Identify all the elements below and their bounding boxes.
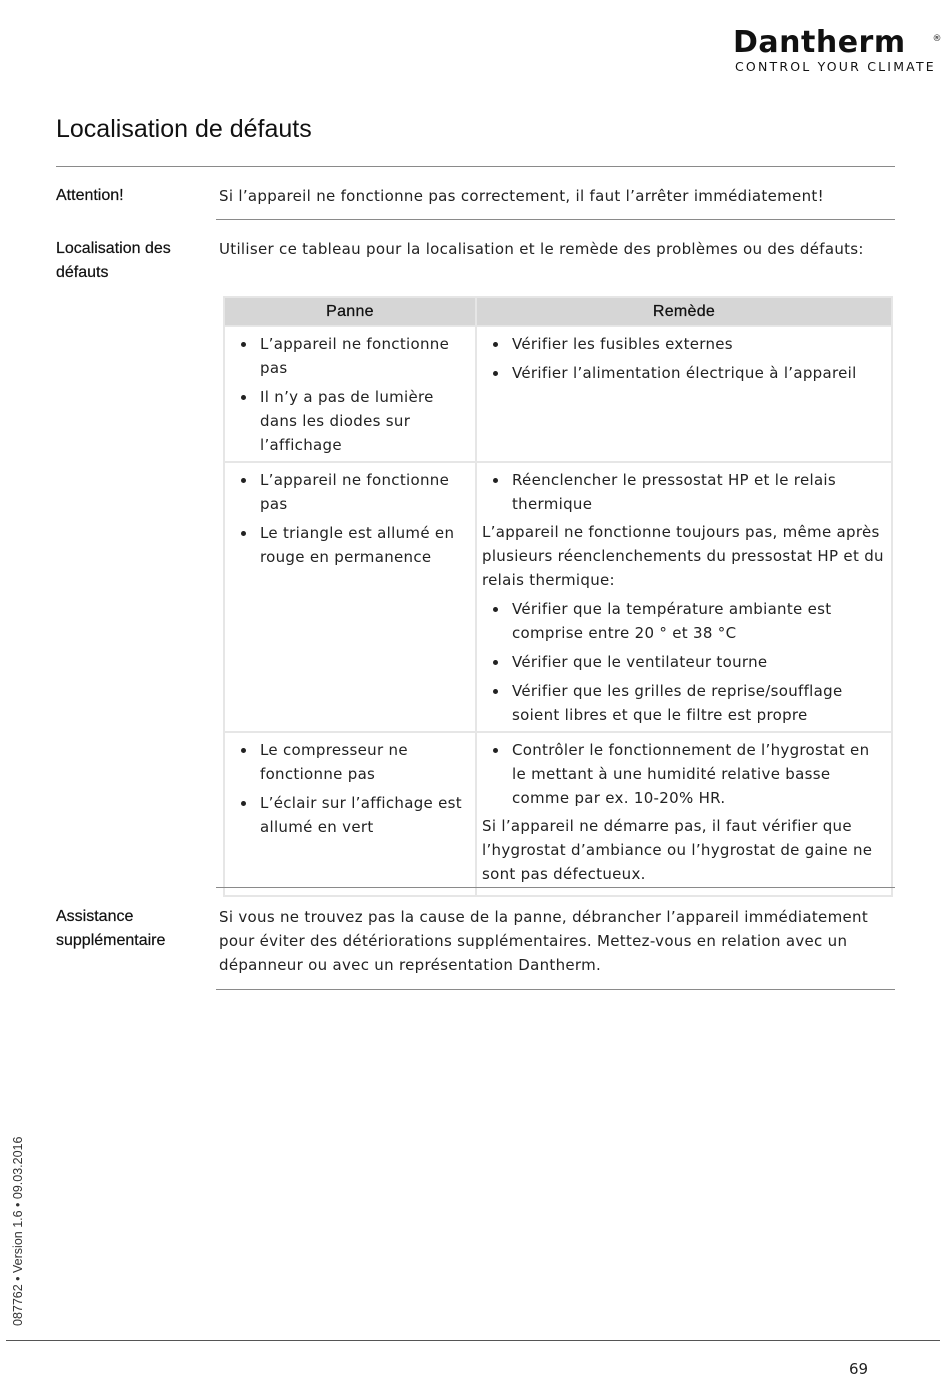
bullet-icon [241,801,246,806]
panne-list [230,468,471,569]
attention-label: Attention! [56,187,124,204]
page-number: 69 [849,1360,869,1378]
panne-cell [224,326,476,462]
assistance-label-line1: Assistance [56,908,134,925]
list-item: Réenclencher le pressostat HP et le relais thermique [482,468,887,516]
table-header-row [224,297,892,326]
assistance-label-line2: supplémentaire [56,932,166,949]
remede-paragraph: L’appareil ne fonctionne toujours pas, même après plusieurs réenclenchements du pressostat HP et du relais thermique: [482,523,884,589]
panne-list [230,738,471,839]
table-row [224,462,892,732]
list-item: L’appareil ne fonctionne pas [230,468,471,516]
registered-mark: ® [932,34,942,44]
column-header-remede: Remède [476,297,892,326]
bullet-icon [493,689,498,694]
remede-paragraph: Si l’appareil ne démarre pas, il faut vérifier que l’hygrostat d’ambiance ou l’hygrostat de gaine ne sont pas défectueux. [482,817,873,883]
remede-list-after [482,597,887,727]
localisation-label-line1: Localisation des [56,240,171,257]
remede-list [482,332,887,385]
divider-top [56,166,895,167]
brand-tagline: CONTROL YOUR CLIMATE [735,59,936,74]
list-item: L’appareil ne fonctionne pas [230,332,471,380]
troubleshooting-table [223,296,893,897]
bullet-icon [493,342,498,347]
panne-cell [224,462,476,732]
table-row [224,732,892,896]
column-header-panne: Panne [224,297,476,326]
remede-cell [476,462,892,732]
bullet-icon [493,371,498,376]
attention-text: Si l’appareil ne fonctionne pas correctement, il faut l’arrêter immédiatement! [219,187,824,205]
list-item: L’éclair sur l’affichage est allumé en vert [230,791,471,839]
document-info: 087762 • Version 1.6 • 09.03.2016 [11,1136,25,1326]
divider-attention [216,219,895,220]
brand-name: Dantherm [733,25,906,60]
localisation-intro: Utiliser ce tableau pour la localisation et le remède des problèmes ou des défauts: [219,240,864,258]
remede-list [482,468,887,516]
assistance-label [56,905,206,953]
list-item: Vérifier que le ventilateur tourne [482,650,887,674]
list-item: Vérifier que les grilles de reprise/soufflage soient libres et que le filtre est propre [482,679,887,727]
list-item: Il n’y a pas de lumière dans les diodes sur l’affichage [230,385,471,457]
list-item: Vérifier que la température ambiante est comprise entre 20 ° et 38 °C [482,597,887,645]
footer-divider [6,1340,940,1341]
localisation-label-line2: défauts [56,264,109,281]
panne-cell [224,732,476,896]
bullet-icon [241,531,246,536]
bullet-icon [493,748,498,753]
panne-list [230,332,471,457]
remede-cell [476,326,892,462]
bullet-icon [241,342,246,347]
brand-logo [733,25,942,74]
table-row [224,326,892,462]
bullet-icon [493,660,498,665]
bullet-icon [493,478,498,483]
bullet-icon [493,607,498,612]
page-title: Localisation de défauts [56,115,312,143]
list-item: Le triangle est allumé en rouge en permanence [230,521,471,569]
remede-list [482,738,887,810]
list-item: Vérifier les fusibles externes [482,332,887,356]
list-item: Le compresseur ne fonctionne pas [230,738,471,786]
divider-assistance-top [216,887,895,888]
brand-wordmark [733,25,942,60]
remede-cell [476,732,892,896]
assistance-text: Si vous ne trouvez pas la cause de la panne, débrancher l’appareil immédiatement pour éviter des détériorations supplémentaires. Mettez-vous en relation avec un dépanneur ou avec un représentation Dantherm. [219,908,868,974]
localisation-label [56,237,206,285]
bullet-icon [241,478,246,483]
list-item: Contrôler le fonctionnement de l’hygrostat en le mettant à une humidité relative basse comme par ex. 10-20% HR. [482,738,887,810]
divider-assistance-bottom [216,989,895,990]
bullet-icon [241,395,246,400]
bullet-icon [241,748,246,753]
list-item: Vérifier l’alimentation électrique à l’appareil [482,361,887,385]
